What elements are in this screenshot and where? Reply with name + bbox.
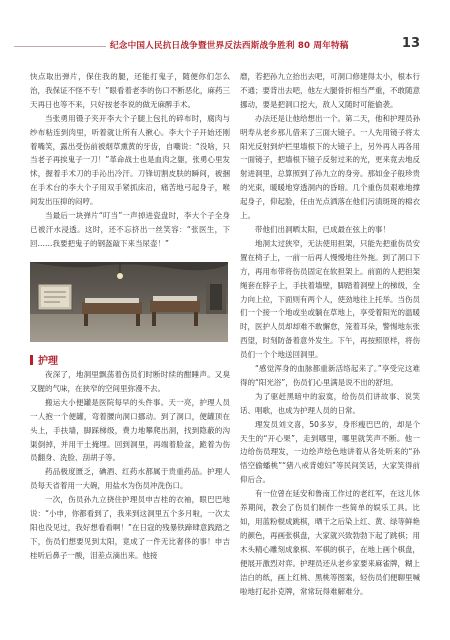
paragraph: 地洞太过狭窄，无法使用担架，只能先把重伤员安置在椅子上，一前一后再人慢慢地往外拖。到了洞口下方，再用布带将伤员固定在软担架上。前面的人把担架绳套在脖子上，手扶着墙壁，脚踏着洞壁上的梯级，全力向上拉，下面则有两个人，使劲地往上托举。当伤员们一个接一个地或坐或躺在草地上，享受着阳光的温暖时，医护人员却却难不敢懈怠，笼着耳朵，警惕地东张西望，时刻防备着意外发生。下午，再按照原样，将伤员们一个个地送回洞里。 [240, 238, 420, 360]
paragraph: 快点取出弹片，保住我的腿，还能打鬼子，随便你们怎么治，我保证不怪不专！”眼看着老李的伤口不断恶化，麻药三天再日也等不来，只好按老李说的做无麻醉手术。 [30, 72, 230, 109]
section-heading [30, 352, 230, 368]
paragraph: 药品极度匮乏，碘酒、红药水都属于贵重药品。护理人员每天省着用一大碗，用盐水为伤员冲洗伤口。 [30, 467, 230, 491]
cave-scene-illustration [30, 262, 228, 342]
paragraph: 带他们出洞晒太阳，已成最在弦上的事！ [255, 224, 390, 234]
page-header [0, 36, 450, 58]
right-column [240, 70, 420, 598]
heading-accent-bar [30, 355, 33, 365]
paragraph: 搬运大小便罐是医院每早的头件事。天一亮，护理人员一人抱一个便罐，弯着腰向洞口挪动。到了洞口，便罐顶在头上，手扶墙，脚踩梯级，费力地攀爬出洞，找到隐蔽的沟渠倒掉，并用干土掩埋。回到洞里，再端着脸盆，跪着为伤员翻身、洗脸、刮胡子等。 [30, 397, 230, 463]
paragraph: 办法还是让他给想出一个。第二天，他和护理员孙明寿从老乡那儿借来了三面大镜子。一人先用镜子将太阳光反射到炉栏里墙根下的大镜子上，另外再人再各用一面镜子，把墙根下镜子反射过来的光，更来竟去地反射进洞里，总算照到了孙九立的身旁。那如金子般珍贵的光束，暖暖地穿透洞内的昏暗。几个重伤员艰难地撑起身子，仰起脸，任由光点洒落在他们污渍斑斑的棉衣上。 [240, 113, 420, 221]
left-column [30, 70, 230, 251]
left-column-lower [30, 368, 230, 563]
header-rule [14, 46, 106, 47]
paragraph: 夜深了，地洞里飘荡着伤员们时断时续的酣睡声。又臭又腥的气味，在狭窄的空间里弥漫不去。 [30, 370, 230, 393]
paragraph: 理发员刘文喜，50多岁，身形瘦巴巴的，却是个天生的“开心果”，走到哪里，哪里就笑声不断。他一边给伤员理发，一边绘声绘色地讲着从各处听来的“孙悟空偷蟠桃”“猪八戒背媳妇”等民间笑话，大家笑得前仰后合。 [240, 419, 420, 485]
paragraph: 当张勇用镊子夹开李大个子腿上包扎的碎布时，腐肉与纱布粘连到肉里，听着就让所有人揪心。李大个子开始还刚着嘴笑，露出受伤前被烟草熏黄的牙齿，自嘲说：“没啥，只当老子再挨鬼子一刀！”革命战士也是血肉之躯，张勇心里发怵，握着手术刀的手沁出冷汗。刀锋切割皮肤的瞬间，被捆在手术台的李大个子用双手紧抓床沿，痛苦地弓起身子，喉间发出压抑的闷哼。 [30, 113, 230, 207]
header-title: 纪念中国人民抗日战争暨世界反法西斯战争胜利 80 周年特稿 [110, 41, 349, 51]
paragraph: 一次，伤员孙九立挠住护理员申吉桂的衣袖，眼巴巴地说：“小申，你都看到了，我来到这洞里五个多月啦，一次太阳也没见过，我好想看看啊！”在日寇的残暴铁蹄肆意践踏之下，伤员们想要见到太阳，竟成了一件无比奢侈的事！申吉桂听后鼻子一酸，泪差点滴出来。他接 [30, 495, 230, 560]
paragraph: “感觉浑身的血脉都重新活络起来了。”享受完这难得的“阳光浴”，伤员们心里满是说不出的舒坦。 [240, 364, 420, 387]
page-number: 13 [401, 36, 420, 51]
heading-text: 护理 [38, 356, 58, 367]
cave-hospital-photo [30, 262, 228, 342]
paragraph: 当最后一块弹片“叮当”一声掉进瓷盘时，李大个子全身已被汗水浸透。这时，还不忘挤出一丝笑容：“张医生，下回……我要把鬼子的钢盔敲下来当尿壶！” [30, 211, 230, 248]
paragraph: 有一位曾在延安和鲁南工作过的老红军，在这儿休养期间，教会了伤员们制作一些简单的娱乐工具。比如，用蓝粉棍成跳棋，晒干之后染上红、黄、绿等鲜艳的颜色，再画张棋盘，大家就兴致勃勃下起了跳棋；用木头精心雕刻成象棋、军棋的棋子，在地上画个棋盘，便展开激烈对弈。护理员还从老乡家要来麻雀牌，糊上洁白的纸，画上红桃、黑桃等图案，轻伤员们便聊里喊啦地打起扑克牌，常常玩得难解难分。 [240, 489, 420, 596]
paragraph: 为了驱赶黑暗中的寂寞，给伤员们讲故事、说笑话、唱歌，也成为护理人员的日常。 [240, 391, 420, 415]
paragraph: 磨，若把孙九立抬出去吧，可洞口修建得太小，根本行不通；要背出去吧，他左大腿骨折相当严重，不敢随意挪动，要是把洞口挖大，敌人又随时可能偷袭。 [240, 72, 420, 109]
